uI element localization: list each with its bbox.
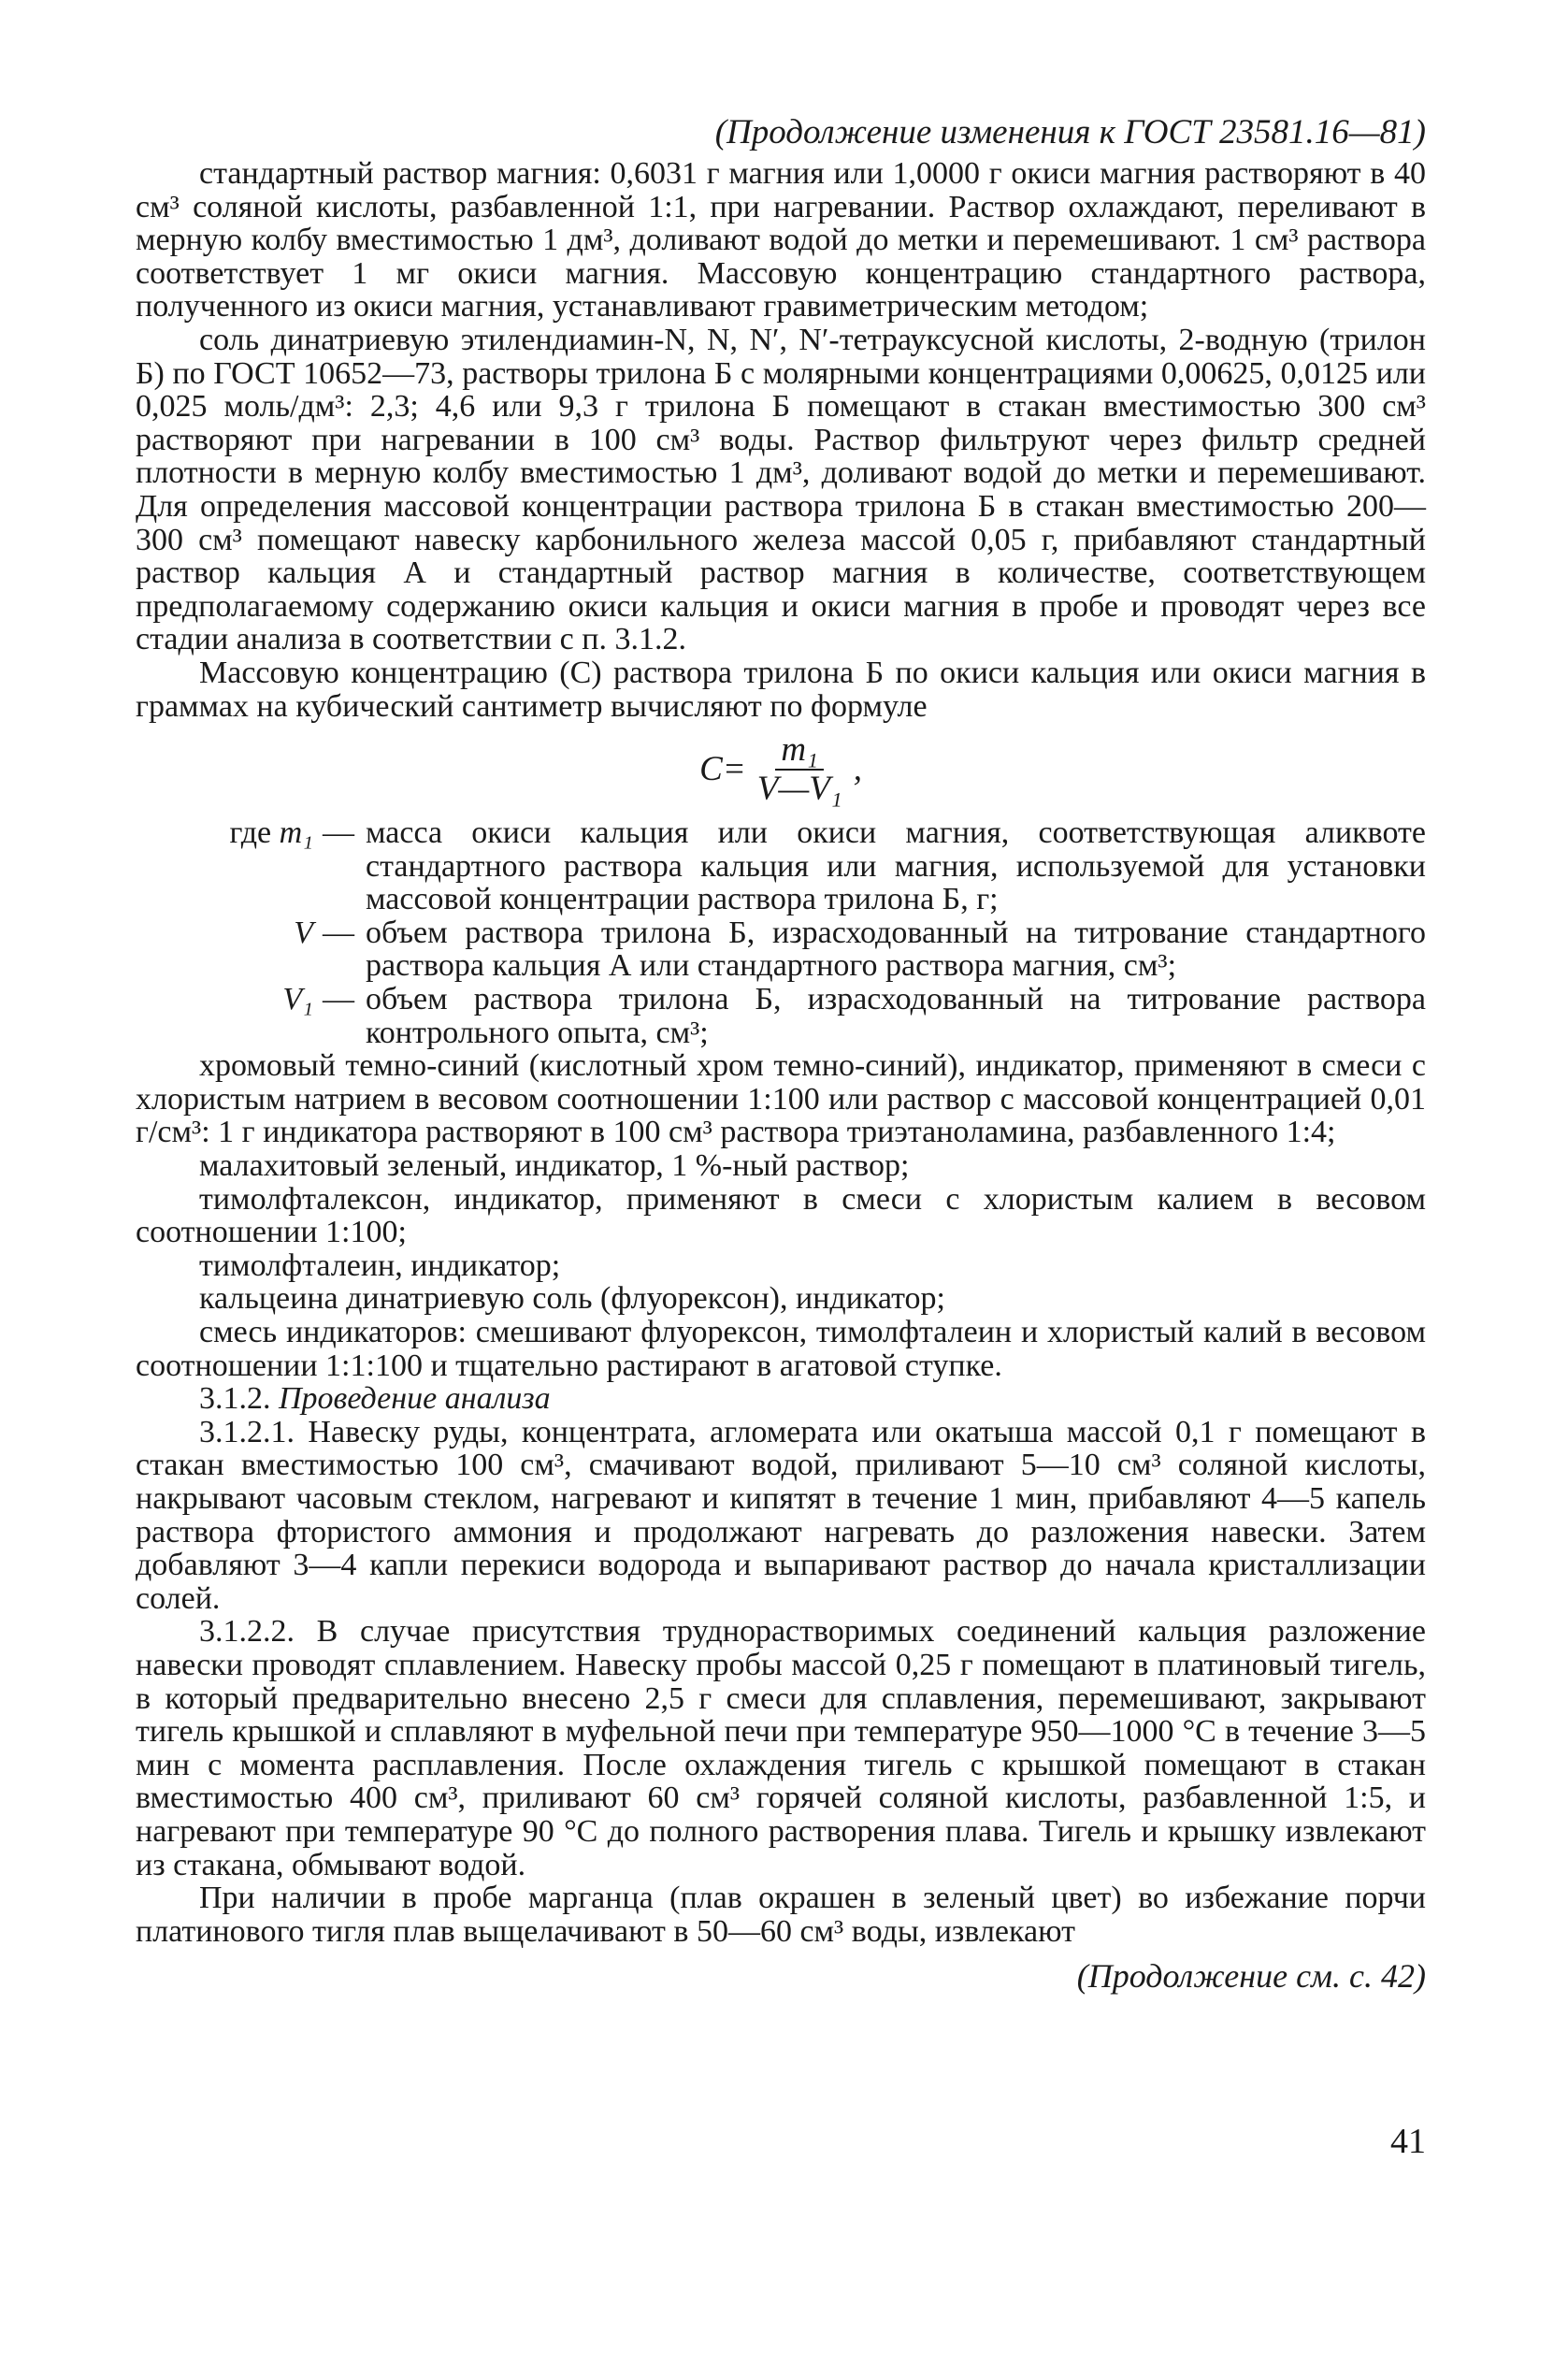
paragraph-chrome-dark-blue: хромовый темно-синий (кислотный хром темно-синий), индикатор, применяют в смеси с хлористым натрием в весовом соотношении 1:100 или раствор с массовой концентрацией 0,01 г/см³: 1 г индикатора растворяют в 100 см³ раствора триэтаноламина, разбавленного 1:4; (136, 1048, 1426, 1150)
paragraph-thymolphthalexone: тимолфталексон, индикатор, применяют в смеси с хлористым калием в весовом соотношении 1:100; (136, 1181, 1426, 1250)
section-heading (136, 1382, 1426, 1416)
paragraph-manganese: При наличии в пробе марганца (плав окрашен в зеленый цвет) во избежание порчи платинового тигля плав выщелачивают в 50—60 см³ воды, извлекают (136, 1881, 1426, 1949)
definition-row (136, 816, 1426, 916)
paragraph-magnesium-standard: стандартный раствор магния: 0,6031 г магния или 1,0000 г окиси магния растворяют в 40 см³ соляной кислоты, разбавленной 1:1, при нагревании. Раствор охлаждают, переливают в мерную колбу вместимостью 1 дм³, доливают водой до метки и перемешивают. 1 см³ раствора соответствует 1 мг окиси магния. Массовую концентрацию стандартного раствора, полученного из окиси магния, устанавливают гравиметрическим методом; (136, 156, 1426, 324)
definition-text: объем раствора трилона Б, израсходованный на титрование раствора контрольного опыта, см³; (366, 982, 1426, 1050)
paragraph-trilon-b: соль динатриевую этилендиамин-N, N, N′, N′-тетрауксусной кислоты, 2-водную (трилон Б) по ГОСТ 10652—73, растворы трилона Б с молярными концентрациями 0,00625, 0,0125 или 0,025 моль/дм³: 2,3; 4,6 или 9,3 г трилона Б помещают в стакан вместимостью 300 см³ растворяют при нагревании в 100 см³ воды. Раствор фильтруют через фильтр средней плотности в мерную колбу вместимостью 1 дм³, доливают водой до метки и перемешивают. Для определения массовой концентрации раствора трилона Б в стакан вместимостью 200—300 см³ помещают навеску карбонильного железа массой 0,05 г, прибавляют стандартный раствор кальция А и стандартный раствор магния в количестве, соответствующем предполагаемому содержанию окиси кальция и окиси магния в пробе и проводят через все стадии анализа в соответствии с п. 3.1.2. (136, 322, 1426, 657)
definition-row (136, 983, 1426, 1049)
concentration-formula (136, 723, 1426, 816)
definition-text: масса окиси кальция или окиси магния, соответствующая аликвоте стандартного раствора кальция или магния, используемой для установки массовой концентрации раствора трилона Б, г; (366, 815, 1426, 917)
running-header: (Продолжение изменения к ГОСТ 23581.16—81) (714, 113, 1426, 151)
formula-lhs: C= (699, 750, 746, 789)
formula-fraction (752, 731, 848, 808)
paragraph-concentration-formula-intro: Массовую концентрацию (С) раствора трилона Б по окиси кальция или окиси магния в граммах на кубический сантиметр вычисляют по формуле (136, 655, 1426, 724)
definition-row (136, 916, 1426, 983)
paragraph-malachite-green: малахитовый зеленый, индикатор, 1 %-ный раствор; (199, 1148, 910, 1184)
paragraph-thymolphthalein: тимолфталеин, индикатор; (199, 1247, 561, 1283)
formula-definitions (136, 816, 1426, 1049)
definition-dash: — (323, 915, 354, 950)
paragraph-indicator-mixture: смесь индикаторов: смешивают флуорексон, тимолфталеин и хлористый калий в весовом соотношении 1:1:100 и тщательно растирают в агатовой ступке. (136, 1315, 1426, 1383)
formula-denominator: V—V₁ (756, 770, 842, 809)
definition-symbol: m₁ (279, 815, 313, 851)
section-title: Проведение анализа (279, 1381, 551, 1417)
definition-symbol: V₁ (282, 982, 313, 1017)
formula-numerator: m₁ (775, 731, 824, 771)
definition-symbol: V (294, 915, 313, 950)
section-number: 3.1.2. (199, 1381, 271, 1417)
definition-dash: — (323, 982, 354, 1017)
formula-trailing-comma: , (853, 750, 862, 789)
page-content (136, 112, 1426, 1996)
definition-text: объем раствора трилона Б, израсходованный на титрование стандартного раствора кальция А или стандартного раствора магния, см³; (366, 915, 1426, 984)
paragraph-calcein: кальцеина динатриевую соль (флуорексон), индикатор; (199, 1281, 945, 1317)
definitions-lead: где (229, 815, 272, 851)
paragraph-3-1-2-2: 3.1.2.2. В случае присутствия труднорастворимых соединений кальция разложение навески проводят сплавлением. Навеску пробы массой 0,25 г помещают в платиновый тигель, в который предварительно внесено 2,5 г смеси для сплавления, перемешивают, закрывают тигель крышкой и сплавляют в муфельной печи при температуре 950—1000 °С в течение 3—5 мин с момента расплавления. После охлаждения тигель с крышкой помещают в стакан вместимостью 400 см³, приливают 60 см³ горячей соляной кислоты, разбавленной 1:5, и нагревают при температуре 90 °С до полного растворения плава. Тигель и крышку извлекают из стакана, обмывают водой. (136, 1614, 1426, 1882)
definition-dash: — (323, 815, 354, 851)
paragraph-3-1-2-1: 3.1.2.1. Навеску руды, концентрата, агломерата или окатыша массой 0,1 г помещают в стакан вместимостью 100 см³, смачивают водой, приливают 5—10 см³ соляной кислоты, накрывают часовым стеклом, нагревают и кипятят в течение 1 мин, прибавляют 4—5 капель раствора фтористого аммония и продолжают нагревать до разложения навески. Затем добавляют 3—4 капли перекиси водорода и выпаривают раствор до начала кристаллизации солей. (136, 1414, 1426, 1616)
page-number: 41 (1390, 2122, 1426, 2161)
continuation-note: (Продолжение см. с. 42) (1076, 1957, 1426, 1996)
